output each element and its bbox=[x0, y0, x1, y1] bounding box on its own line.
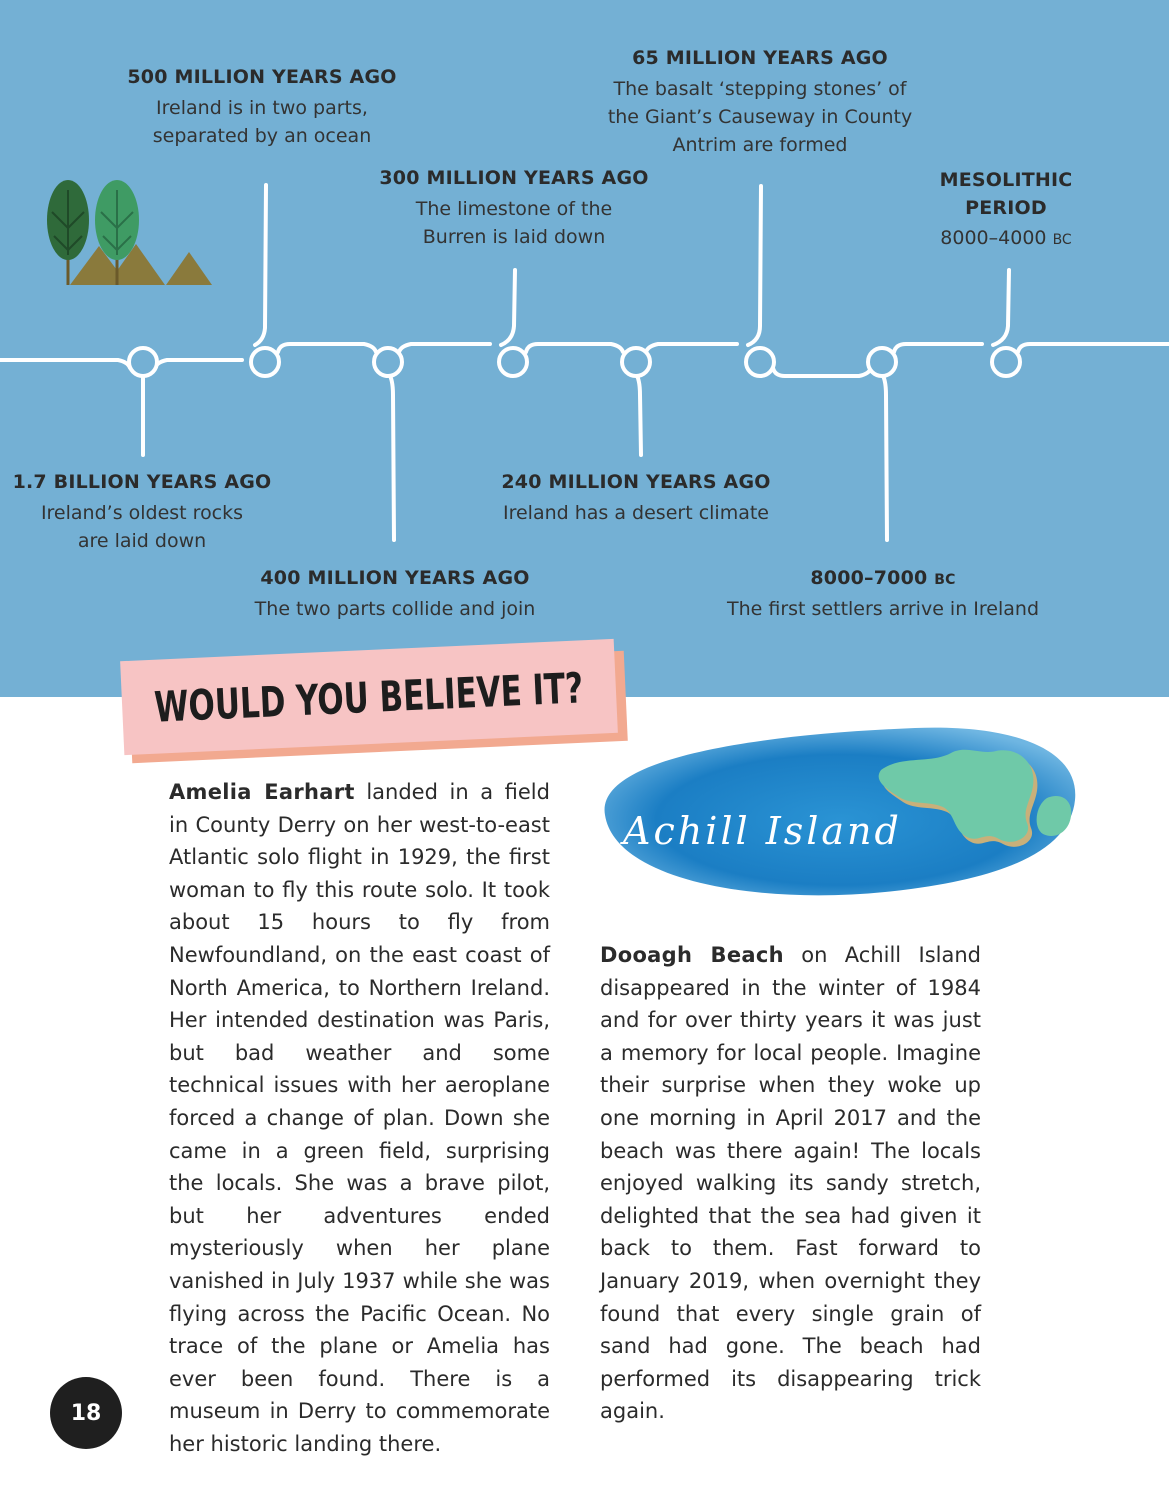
timeline-event-240-million bbox=[501, 471, 770, 527]
timeline-event-65-million bbox=[608, 47, 912, 159]
event-title: 1.7 BILLION YEARS AGO bbox=[12, 471, 272, 493]
timeline-event-300-million bbox=[379, 167, 648, 251]
event-title-line: MESOLITHIC bbox=[939, 169, 1073, 191]
timeline-nodes bbox=[129, 348, 1020, 376]
event-era: BC bbox=[934, 572, 956, 588]
event-title: 65 MILLION YEARS AGO bbox=[632, 47, 888, 69]
event-era: BC bbox=[1052, 232, 1072, 248]
event-description bbox=[727, 595, 1039, 623]
timeline-event-mesolithic bbox=[940, 166, 1073, 254]
article-amelia-earhart bbox=[169, 776, 550, 1460]
event-desc-line: The first settlers arrive in Ireland bbox=[726, 598, 1040, 620]
event-desc-line: Ireland’s oldest rocks bbox=[40, 502, 244, 524]
event-desc-line: Ireland has a desert climate bbox=[502, 502, 769, 524]
event-title: 240 MILLION YEARS AGO bbox=[501, 471, 771, 493]
banner-title: WOULD YOU BELIEVE IT? bbox=[153, 662, 585, 732]
timeline-event-400-million bbox=[255, 567, 536, 623]
trees-hills-illustration bbox=[47, 180, 212, 285]
event-title: 400 MILLION YEARS AGO bbox=[260, 567, 530, 589]
event-desc-line: The basalt ‘stepping stones’ of bbox=[613, 78, 907, 100]
event-desc-line: are laid down bbox=[77, 530, 207, 552]
event-desc-line: separated by an ocean bbox=[152, 125, 372, 147]
article-dooagh-beach bbox=[600, 939, 981, 1428]
event-desc-line: the Giant’s Causeway in County bbox=[607, 106, 913, 128]
article-lead: Dooagh Beach bbox=[600, 943, 784, 967]
event-desc-line: Burren is laid down bbox=[422, 226, 606, 248]
page-number bbox=[50, 1377, 122, 1449]
map-label: Achill Island bbox=[623, 809, 902, 853]
timeline-event-8000-7000-bc bbox=[727, 567, 1039, 623]
achill-island-map bbox=[585, 720, 1085, 910]
event-date: 8000–7000 bbox=[810, 567, 928, 589]
article-lead: Amelia Earhart bbox=[169, 780, 355, 804]
page-number-text: 18 bbox=[70, 1400, 102, 1426]
event-date: 8000–4000 bbox=[940, 227, 1047, 249]
event-description bbox=[501, 499, 770, 527]
event-description bbox=[255, 595, 536, 623]
timeline-event-500-million bbox=[127, 66, 396, 150]
event-description bbox=[608, 75, 912, 159]
event-title bbox=[727, 567, 1039, 589]
timeline-event-1-7-billion bbox=[13, 471, 272, 555]
event-description bbox=[940, 224, 1073, 254]
event-desc-line: The two parts collide and join bbox=[254, 598, 536, 620]
event-title-line: PERIOD bbox=[965, 197, 1047, 219]
event-title bbox=[940, 166, 1073, 222]
event-description bbox=[127, 94, 396, 150]
timeline-section bbox=[0, 0, 1169, 697]
article-body: on Achill Island disappeared in the winter of 1984 and for over thirty years it was just a memory for local people. Imagine their surprise when they woke up one morning in April 2017 and the beach was there again! The locals enjoyed walking its sandy stretch, delighted that the sea had given it back to them. Fast forward to January 2019, when overnight they found that every single grain of sand had gone. The beach had performed its disappearing trick again. bbox=[600, 943, 981, 1424]
event-title: 500 MILLION YEARS AGO bbox=[127, 66, 397, 88]
event-description bbox=[379, 195, 648, 251]
article-body: landed in a field in County Derry on her west-to-east Atlantic solo flight in 1929, the first woman to fly this route solo. It took about 15 hours to fly from Newfoundland, on the east coast of North America, to Northern Ireland. Her intended destination was Paris, but bad weather and some technical issues with her aeroplane forced a change of plan. Down she came in a green field, surprising the locals. She was a brave pilot, but her adventures ended mysteriously when her plane vanished in July 1937 while she was flying across the Pacific Ocean. No trace of the plane or Amelia has ever been found. There is a museum in Derry to commemorate her historic landing there. bbox=[169, 780, 550, 1456]
event-desc-line: Antrim are formed bbox=[672, 134, 848, 156]
event-desc-line: Ireland is in two parts, bbox=[156, 97, 368, 119]
event-desc-line: The limestone of the bbox=[415, 198, 613, 220]
event-title: 300 MILLION YEARS AGO bbox=[379, 167, 649, 189]
event-description bbox=[13, 499, 272, 555]
